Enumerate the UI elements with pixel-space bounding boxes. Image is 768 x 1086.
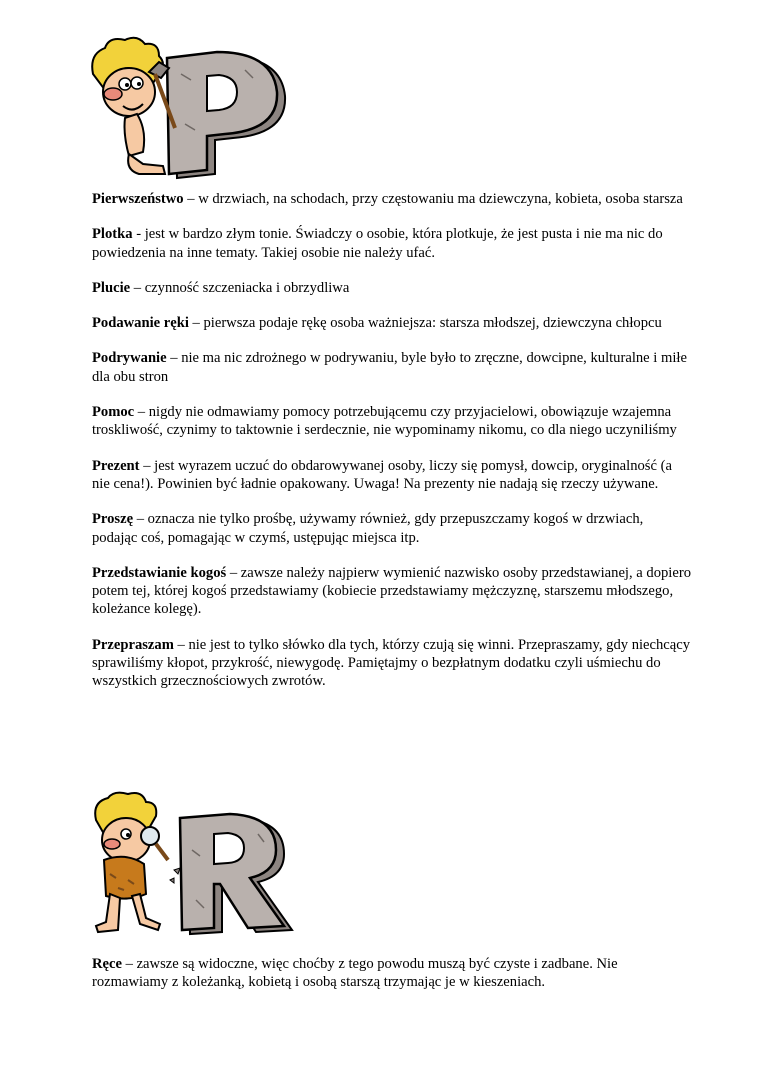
entry-definition: – zawsze są widoczne, więc choćby z tego powodu muszą być czyste i zadbane. Nie rozmawiamy z koleżanką, kobietą i osobą starszą trzymając je w kieszeniach. (92, 956, 618, 991)
entry-term: Plucie (92, 279, 131, 296)
entry-term: Przepraszam (92, 636, 174, 653)
entry-definition: – w drzwiach, na schodach, przy częstowaniu ma dziewczyna, kobieta, osoba starsza (183, 191, 683, 207)
caveman-letter-p-illustration (85, 34, 295, 184)
entry-pomoc (92, 403, 692, 440)
entry-term: Pierwszeństwo (92, 191, 184, 207)
entry-definition: – czynność szczeniacka i obrzydliwa (130, 279, 350, 296)
entry-term: Plotka (92, 226, 133, 243)
entries-r-section (92, 955, 692, 1009)
entry-term: Podrywanie (92, 350, 167, 367)
entry-definition: – nigdy nie odmawiamy pomocy potrzebującemu czy przyjacielowi, obowiązuje wzajemna troskliwość, czynimy to taktownie i serdecznie, nie wypominamy nikomu, co dla niego uczyniliśmy (92, 404, 677, 439)
entry-prosze (92, 510, 692, 547)
entry-term: Podawanie ręki (92, 315, 189, 332)
caveman-icon (95, 793, 180, 932)
entry-definition: – pierwsza podaje rękę osoba ważniejsza: starsza młodszej, dziewczyna chłopcu (188, 315, 662, 332)
entry-term: Przedstawianie kogoś (92, 564, 227, 581)
entry-definition: - jest w bardzo złym tonie. Świadczy o osobie, która plotkuje, że jest pusta i nie ma nic do powiedzenia na inne tematy. Takiej osobie nie należy ufać. (92, 226, 663, 261)
entry-definition: – nie jest to tylko słówko dla tych, którzy czują się winni. Przepraszamy, gdy niechcący sprawiliśmy kłopot, przykrość, niewygodę. Pamiętajmy o bezpłatnym dodatku czyli uśmiechu do wszystkich grzecznościowych zwrotów. (92, 636, 691, 690)
entry-term: Prezent (92, 457, 140, 474)
entry-term: Proszę (92, 511, 134, 528)
entries-p-section (92, 190, 692, 708)
entry-prezent (92, 457, 692, 494)
caveman-icon (92, 38, 175, 174)
stone-letter-r-icon (180, 814, 292, 934)
entry-plucie (92, 279, 692, 297)
entry-definition: – nie ma nic zdrożnego w podrywaniu, byle było to zręczne, dowcipne, kulturalne i miłe dla obu stron (92, 350, 687, 385)
entry-term: Ręce (92, 956, 122, 972)
entry-podrywanie (92, 349, 692, 386)
caveman-letter-r-illustration (88, 790, 298, 938)
entry-term: Pomoc (92, 404, 135, 421)
entry-podawanie-reki (92, 314, 692, 332)
entry-przepraszam (92, 636, 692, 691)
entry-definition: – zawsze należy najpierw wymienić nazwisko osoby przedstawianej, a dopiero potem tej, której kogoś przedstawiamy (kobiecie przedstawiamy mężczyznę, starszemu młodszego, koleżance kolegę). (92, 564, 691, 618)
stone-letter-p-icon (167, 52, 285, 178)
entry-rece (92, 955, 692, 992)
entry-pierwszenstwo (92, 190, 692, 208)
entry-definition: – jest wyrazem uczuć do obdarowywanej osoby, liczy się pomysł, dowcip, oryginalność (a nie cena!). Powinien być ładnie opakowany. Uwaga! Na prezenty nie nadają się rzeczy używane. (92, 457, 672, 492)
entry-przedstawianie-kogos (92, 564, 692, 619)
entry-definition: – oznacza nie tylko prośbę, używamy również, gdy przepuszczamy kogoś w drzwiach, podając coś, pomagając w czymś, ustępując miejsca itp. (92, 511, 644, 546)
entry-plotka (92, 225, 692, 262)
